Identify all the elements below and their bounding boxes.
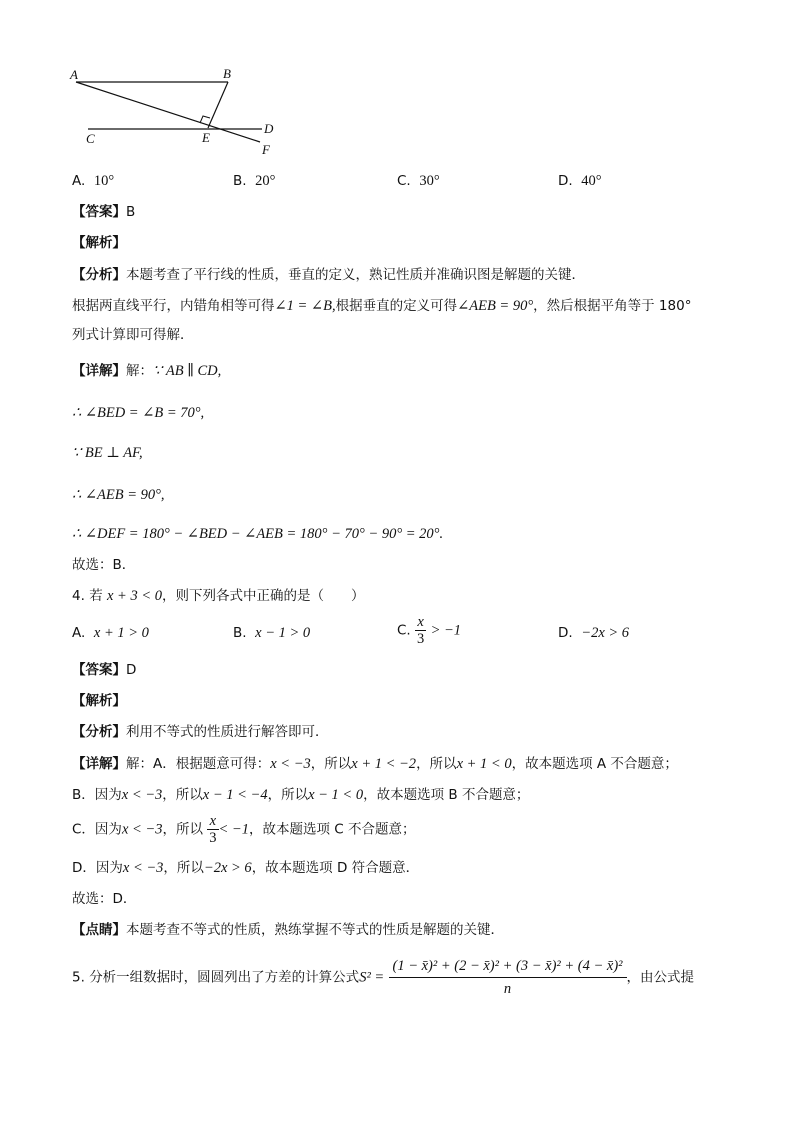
q4-option-a: A. x + 1 > 0 bbox=[72, 625, 149, 641]
q3-step-2: ∴ ∠BED = ∠B = 70°, bbox=[72, 405, 205, 421]
q3-reason-line1: 根据两直线平行，内错角相等可得∠1 = ∠B,根据垂直的定义可得∠AEB = 90°，然后根据平角等于 180° bbox=[72, 298, 692, 314]
q3-step-5: ∴ ∠DEF = 180° − ∠BED − ∠AEB = 180° − 70° − 90° = 20°. bbox=[72, 526, 444, 542]
q3-option-d: D. 40° bbox=[558, 173, 602, 189]
q3-option-b: B. 20° bbox=[233, 173, 276, 189]
q4-detail-c: C．因为x < −3，所以 $\frac{x}{3}$ < −1，故本题选项 C 不合题意； bbox=[72, 813, 416, 846]
fraction: $\frac{x}{3}$ bbox=[209, 813, 217, 846]
q3-fenxi: 【分析】本题考查了平行线的性质，垂直的定义，熟记性质并准确识图是解题的关键． bbox=[72, 267, 585, 283]
label-f: F bbox=[262, 142, 270, 157]
label-c: C bbox=[86, 131, 95, 146]
label-d: D bbox=[264, 121, 274, 136]
right-angle-mark bbox=[200, 116, 210, 123]
q4-option-c: C. $\frac{x}{3}$ > −1 bbox=[397, 614, 462, 647]
q4-detail-d: D．因为x < −3，所以−2x > 6，故本题选项 D 符合题意． bbox=[72, 860, 420, 876]
q3-step-3: ∵ BE ⊥ AF, bbox=[72, 445, 143, 461]
geometry-figure bbox=[64, 62, 294, 160]
q3-answer: 【答案】B bbox=[72, 204, 136, 220]
q3-step-4: ∴ ∠AEB = 90°, bbox=[72, 487, 165, 503]
q4-option-d: D. −2x > 6 bbox=[558, 625, 630, 641]
variance-fraction: $\frac{\text{(1 − x̄)² + (2 − x̄)² + (3 − x̄)² + (4 − x̄)²}}{n}$ bbox=[389, 958, 627, 997]
q4-stem: 4. 若 x + 3 < 0，则下列各式中正确的是（ ） bbox=[72, 588, 365, 604]
label-b: B bbox=[223, 66, 231, 81]
q4-analysis-heading: 【解析】 bbox=[72, 693, 126, 709]
q3-reason-line2: 列式计算即可得解． bbox=[72, 327, 194, 343]
q3-option-c: C. 30° bbox=[397, 173, 440, 189]
q4-detail-a: 【详解】解：A．根据题意可得：x < −3，所以x + 1 < −2，所以x + 1 < 0，故本题选项 A 不合题意； bbox=[72, 756, 678, 772]
label-a: A bbox=[70, 67, 78, 82]
q4-option-b: B. x − 1 > 0 bbox=[233, 625, 311, 641]
q3-choose: 故选：B． bbox=[72, 557, 136, 573]
q3-detail: 【详解】解：∵ AB ∥ CD, bbox=[72, 363, 222, 379]
line-af bbox=[76, 82, 260, 142]
label-e: E bbox=[202, 130, 210, 145]
fraction: $\frac{x}{3}$ bbox=[417, 614, 425, 647]
q4-fenxi: 【分析】利用不等式的性质进行解答即可． bbox=[72, 724, 329, 740]
q4-detail-b: B．因为x < −3，所以x − 1 < −4，所以x − 1 < 0，故本题选项 B 不合题意； bbox=[72, 787, 530, 803]
q4-choose: 故选：D． bbox=[72, 891, 137, 907]
q3-analysis-heading: 【解析】 bbox=[72, 235, 126, 251]
q4-answer: 【答案】D bbox=[72, 662, 137, 678]
q3-option-a: A. 10° bbox=[72, 173, 115, 189]
q5-stem: 5. 分析一组数据时，圆圆列出了方差的计算公式S² = $\frac{\text{(1 − x̄)² + (2 − x̄)² + (3 − x̄)² + (4 − x̄)²}}{n}$ ，由公式提 bbox=[72, 958, 695, 997]
line-be bbox=[208, 82, 228, 128]
q4-point: 【点睛】本题考查不等式的性质，熟练掌握不等式的性质是解题的关键． bbox=[72, 922, 504, 938]
